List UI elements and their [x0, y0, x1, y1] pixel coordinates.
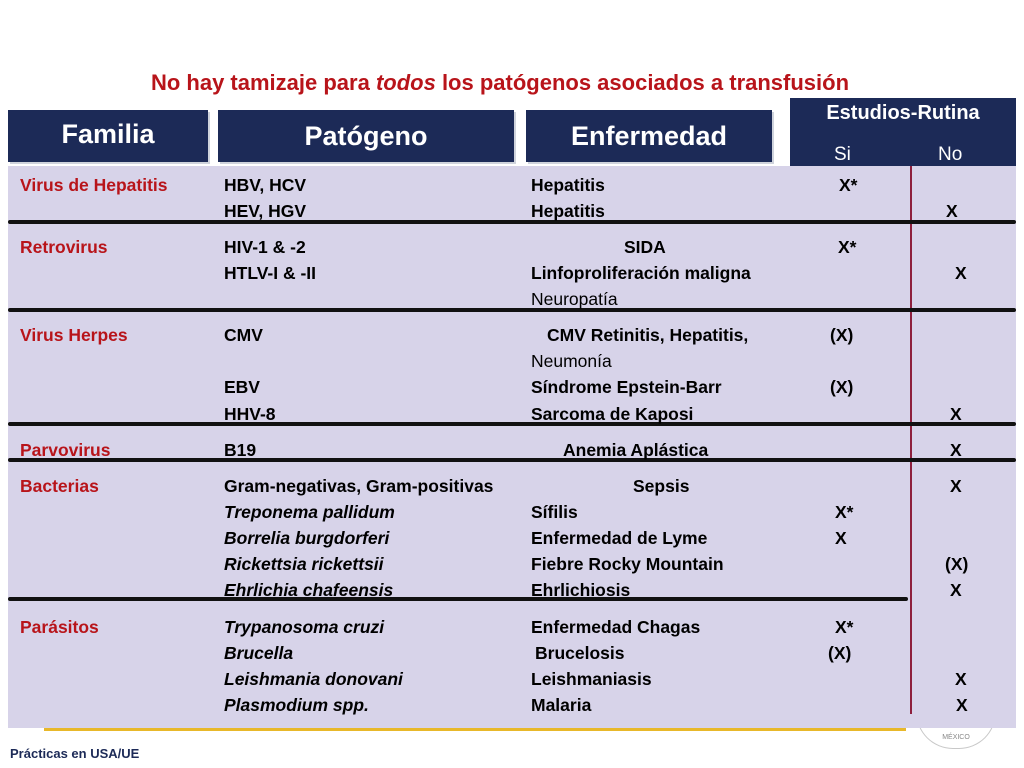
- footer-text: Prácticas en USA/UE: [10, 746, 140, 761]
- row-si: (X): [828, 643, 852, 663]
- slide-title: [0, 70, 1000, 96]
- row-patogeno: HEV, HGV: [224, 201, 307, 221]
- row-familia: Virus Herpes: [20, 325, 128, 345]
- row-patogeno: Ehrlichia chafeensis: [224, 580, 394, 600]
- row-no: X: [950, 476, 962, 496]
- header-no: No: [938, 144, 963, 165]
- row-enfermedad: Neuropatía: [531, 289, 618, 309]
- group-separator: [8, 422, 1016, 426]
- row-patogeno: CMV: [224, 325, 263, 345]
- header-si: Si: [834, 144, 851, 165]
- row-familia: Parásitos: [20, 617, 99, 637]
- row-no: X: [950, 440, 962, 460]
- row-enfermedad: Neumonía: [531, 351, 612, 371]
- header-patogeno: Patógeno: [218, 110, 514, 162]
- row-patogeno: Brucella: [224, 643, 294, 663]
- header-familia: Familia: [8, 110, 208, 162]
- row-enfermedad: Sarcoma de Kaposi: [531, 404, 694, 424]
- group-separator: [8, 308, 1016, 312]
- row-patogeno: Treponema pallidum: [224, 502, 395, 522]
- row-patogeno: Borrelia burgdorferi: [224, 528, 390, 548]
- row-enfermedad: Anemia Aplástica: [563, 440, 709, 460]
- header-estudios-rutina: [790, 98, 1016, 166]
- row-si: (X): [830, 325, 854, 345]
- row-patogeno: Gram-negativas, Gram-positivas: [224, 476, 494, 496]
- row-no: X: [955, 669, 967, 689]
- row-patogeno: HBV, HCV: [224, 175, 307, 195]
- row-enfermedad: Enfermedad Chagas: [531, 617, 701, 637]
- row-familia: Retrovirus: [20, 237, 108, 257]
- row-enfermedad: Sífilis: [531, 502, 578, 522]
- row-enfermedad: Enfermedad de Lyme: [531, 528, 708, 548]
- row-enfermedad: Malaria: [531, 695, 592, 715]
- row-patogeno: HHV-8: [224, 404, 276, 424]
- title-emphasis: todos: [375, 70, 436, 95]
- row-patogeno: HTLV-I & -II: [224, 263, 317, 283]
- row-enfermedad: Brucelosis: [535, 643, 625, 663]
- row-patogeno: HIV-1 & -2: [224, 237, 306, 257]
- row-si: X*: [835, 617, 854, 637]
- row-familia: Parvovirus: [20, 440, 111, 460]
- group-separator: [8, 458, 1016, 462]
- row-no: X: [956, 695, 968, 715]
- header-estudios-title: Estudios-Rutina: [826, 102, 980, 124]
- row-enfermedad: Linfoproliferación maligna: [531, 263, 751, 283]
- row-enfermedad: Ehrlichiosis: [531, 580, 631, 600]
- row-no: X: [946, 201, 958, 221]
- row-no: X: [955, 263, 967, 283]
- row-familia: Virus de Hepatitis: [20, 175, 168, 195]
- row-enfermedad: Leishmaniasis: [531, 669, 652, 689]
- row-enfermedad: SIDA: [624, 237, 666, 257]
- title-part-3: los patógenos asociados a transfusión: [435, 70, 850, 95]
- row-no: X: [950, 580, 962, 600]
- row-si: X*: [839, 175, 858, 195]
- row-patogeno: B19: [224, 440, 257, 460]
- row-familia: Bacterias: [20, 476, 99, 496]
- group-separator: [8, 597, 908, 601]
- table-body: [8, 166, 1016, 728]
- row-patogeno: Rickettsia rickettsii: [224, 554, 384, 574]
- row-enfermedad: Hepatitis: [531, 175, 605, 195]
- row-enfermedad: Hepatitis: [531, 201, 605, 221]
- row-enfermedad: CMV Retinitis, Hepatitis,: [547, 325, 749, 345]
- row-patogeno: Plasmodium spp.: [224, 695, 369, 715]
- row-si: X*: [835, 502, 854, 522]
- row-si: X: [835, 528, 847, 548]
- row-patogeno: Trypanosoma cruzi: [224, 617, 385, 637]
- row-si: (X): [830, 377, 854, 397]
- column-divider: [910, 166, 912, 714]
- row-no: X: [950, 404, 962, 424]
- title-part-1: No hay tamizaje para: [150, 70, 376, 95]
- row-patogeno: EBV: [224, 377, 260, 397]
- row-no: (X): [945, 554, 969, 574]
- row-enfermedad: Síndrome Epstein-Barr: [531, 377, 722, 397]
- row-enfermedad: Sepsis: [633, 476, 690, 496]
- row-enfermedad: Fiebre Rocky Mountain: [531, 554, 724, 574]
- row-patogeno: Leishmania donovani: [224, 669, 403, 689]
- seal-logo: MÉXICO: [916, 712, 996, 749]
- header-enfermedad: Enfermedad: [526, 110, 772, 162]
- group-separator: [8, 220, 1016, 224]
- row-si: X*: [838, 237, 857, 257]
